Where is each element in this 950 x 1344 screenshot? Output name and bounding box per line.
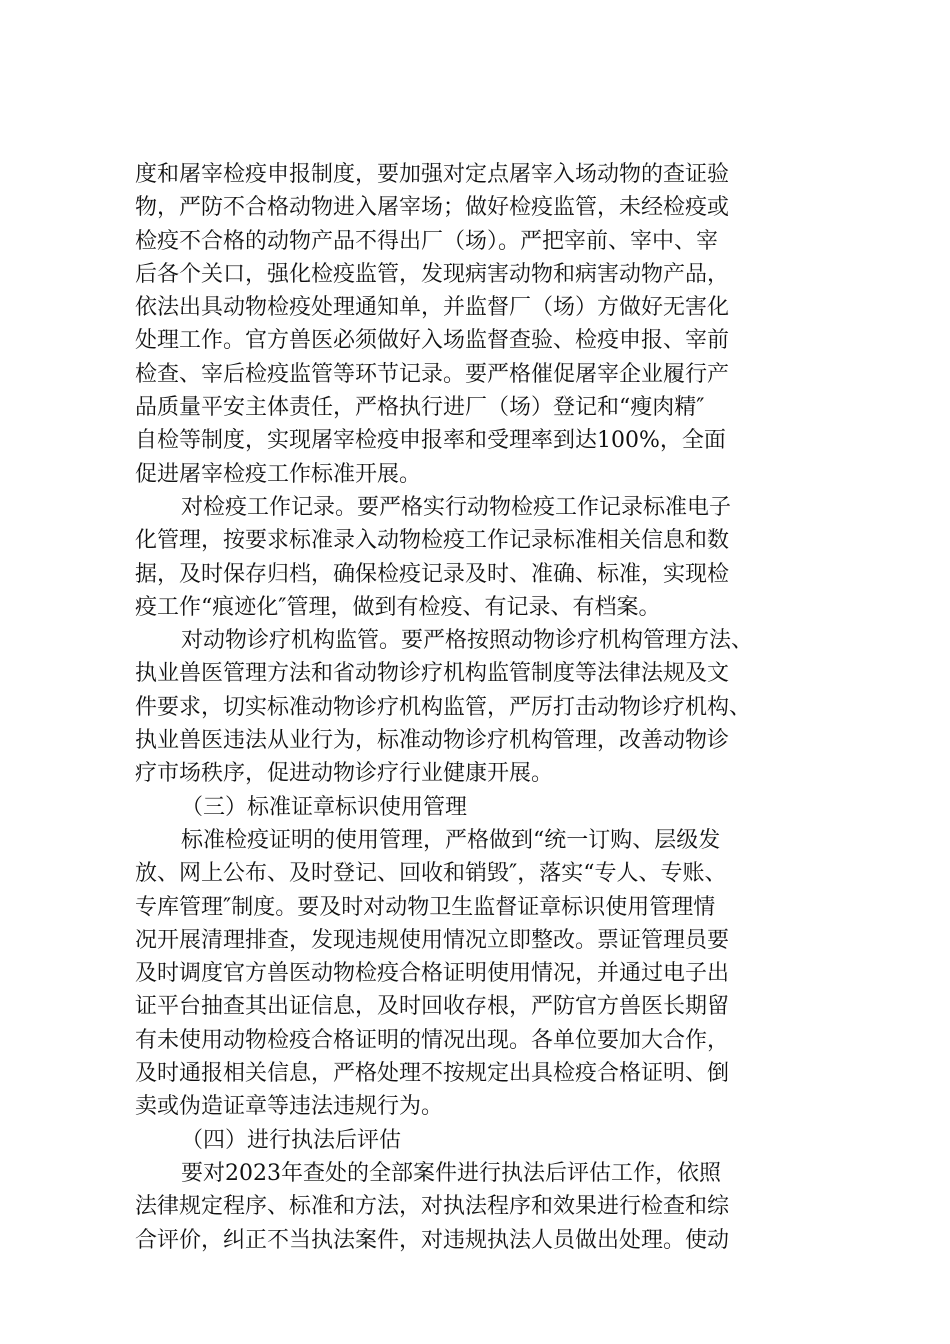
text-line: 检疫不合格的动物产品不得出厂（场）。严把宰前、宰中、宰: [135, 228, 719, 254]
text-line: 况开展清理排查，发现违规使用情况立即整改。票证管理员要: [135, 927, 730, 953]
text-line: 度和屠宰检疫申报制度，要加强对定点屠宰入场动物的查证验: [135, 162, 730, 187]
text-line: 卖或伪造证章等违法违规行为。: [135, 1094, 444, 1120]
text-line: 检查、宰后检疫监管等环节记录。要严格催促屠宰企业履行产: [135, 361, 730, 387]
text-line: 要对2023年查处的全部案件进行执法后评估工作，依照: [181, 1160, 721, 1186]
text-line: 自检等制度，实现屠宰检疫申报率和受理率到达100%，全面: [135, 428, 726, 454]
text-line: 促进屠宰检疫工作标准开展。: [135, 461, 422, 487]
text-line: 据，及时保存归档，确保检疫记录及时、准确、标准，实现检: [135, 561, 730, 587]
text-line: 专库管理″制度。要及时对动物卫生监督证章标识使用管理情: [135, 894, 716, 920]
text-line: （四）进行执法后评估: [181, 1127, 402, 1153]
text-line: 后各个关口，强化检疫监管，发现病害动物和病害动物产品，: [135, 261, 730, 287]
text-line: 化管理，按要求标准录入动物检疫工作记录标准相关信息和数: [135, 528, 730, 554]
text-line: 疫工作“痕迹化″管理，做到有检疫、有记录、有档案。: [135, 594, 661, 620]
text-line: 品质量平安主体责任，严格执行进厂（场）登记和“瘦肉精″: [135, 395, 705, 421]
text-line: 标准检疫证明的使用管理，严格做到“统一订购、层级发: [181, 827, 721, 853]
text-line: 依法出具动物检疫处理通知单，并监督厂（场）方做好无害化: [135, 295, 730, 321]
text-line: 法律规定程序、标准和方法，对执法程序和效果进行检查和综: [135, 1194, 730, 1220]
body-text: [135, 158, 835, 1257]
text-line: 对检疫工作记录。要严格实行动物检疫工作记录标准电子: [181, 494, 732, 520]
text-line: 疗市场秩序，促进动物诊疗行业健康开展。: [135, 761, 554, 787]
text-line: 有未使用动物检疫合格证明的情况出现。各单位要加大合作，: [135, 1027, 730, 1053]
text-line: （三）标准证章标识使用管理: [181, 794, 468, 820]
text-line: 证平台抽查其出证信息，及时回收存根，严防官方兽医长期留: [135, 994, 730, 1020]
text-line: 及时通报相关信息，严格处理不按规定出具检疫合格证明、倒: [135, 1061, 730, 1087]
text-line: 物，严防不合格动物进入屠宰场；做好检疫监管，未经检疫或: [135, 195, 730, 221]
text-line: 处理工作。官方兽医必须做好入场监督查验、检疫申报、宰前: [135, 328, 730, 354]
text-line: 对动物诊疗机构监管。要严格按照动物诊疗机构管理方法、: [181, 628, 754, 654]
text-line: 合评价，纠正不当执法案件，对违规执法人员做出处理。使动: [135, 1227, 730, 1253]
text-line: 件要求，切实标准动物诊疗机构监管，严厉打击动物诊疗机构、: [135, 694, 752, 720]
text-line: 放、网上公布、及时登记、回收和销毁″，落实“专人、专账、: [135, 861, 727, 887]
text-line: 执业兽医管理方法和省动物诊疗机构监管制度等法律法规及文: [135, 661, 730, 687]
text-line: 及时调度官方兽医动物检疫合格证明使用情况，并通过电子出: [135, 961, 730, 987]
text-line: 执业兽医违法从业行为，标准动物诊疗机构管理，改善动物诊: [135, 728, 730, 754]
